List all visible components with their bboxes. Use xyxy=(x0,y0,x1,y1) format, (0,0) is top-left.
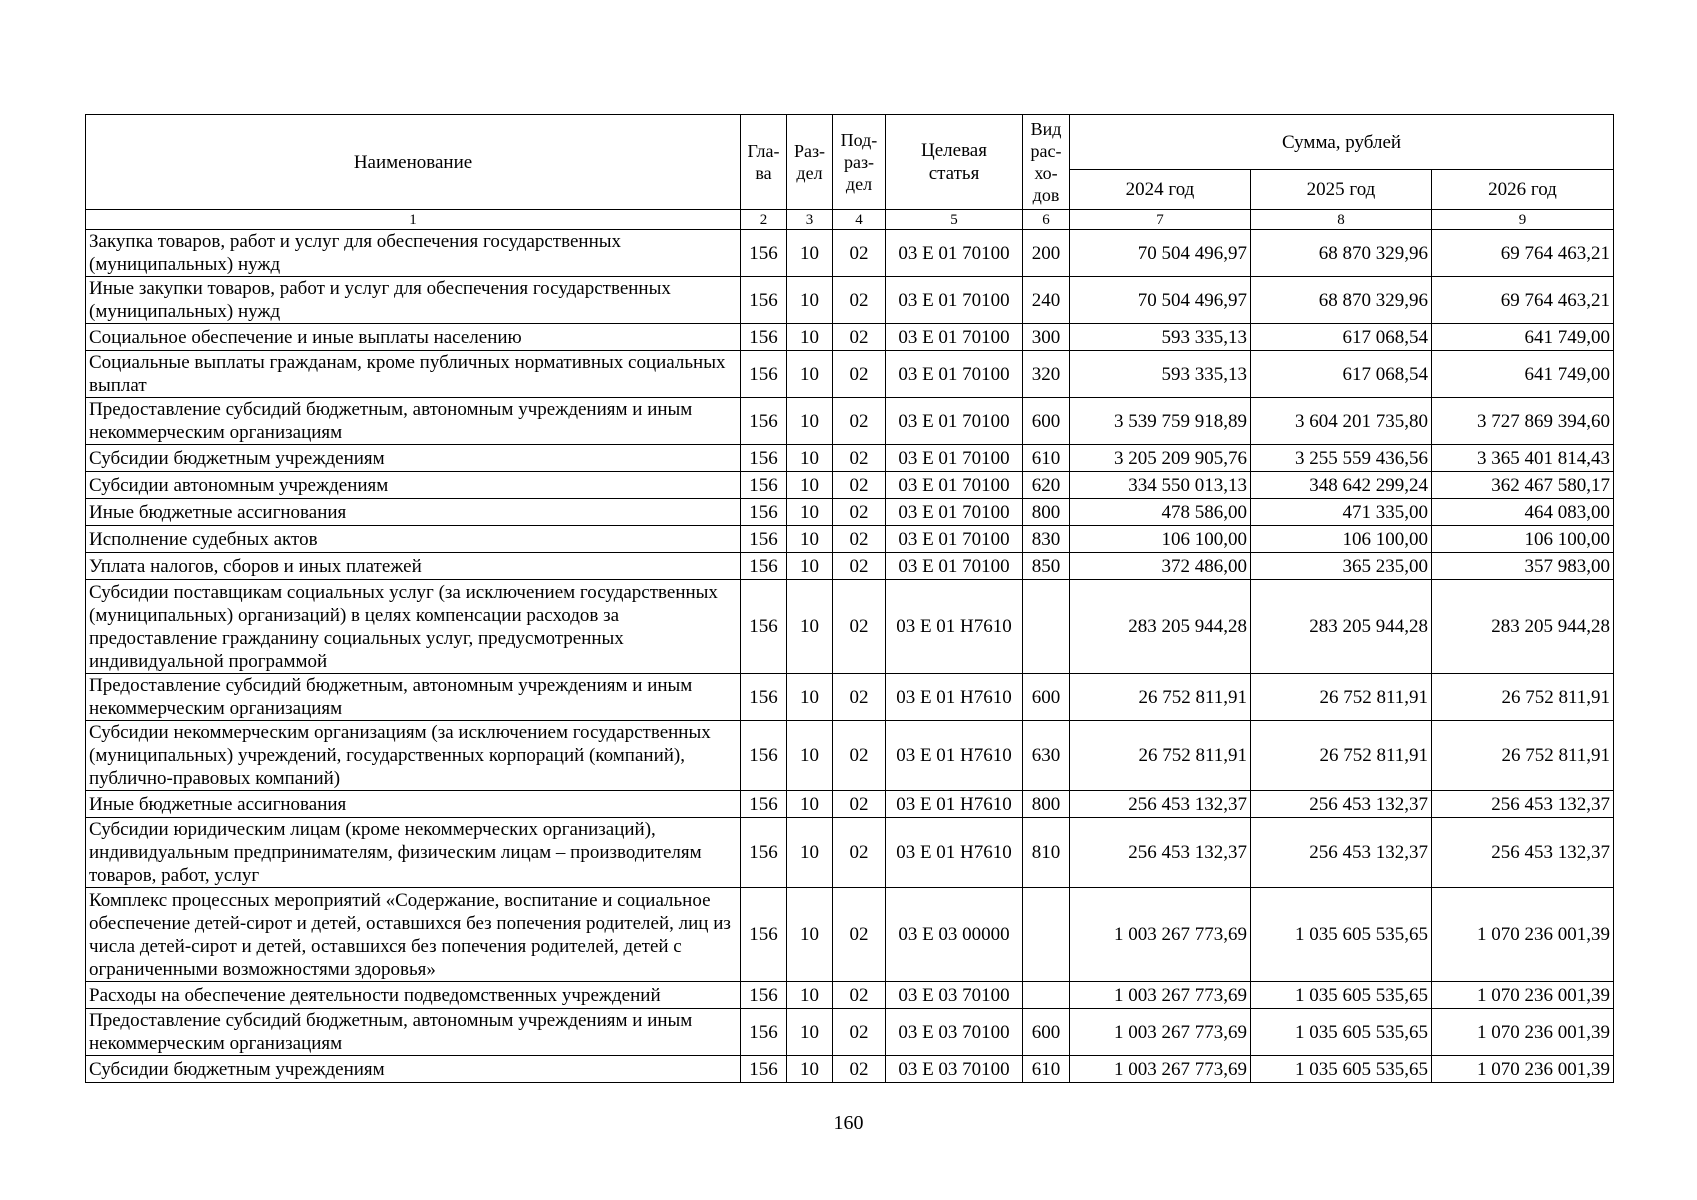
row-name: Предоставление субсидий бюджетным, автономным учреждениям и иным некоммерческим организациям xyxy=(86,674,741,721)
header-vid-rashodov: Вид рас- хо- дов xyxy=(1023,115,1070,210)
row-vid-rashodov: 800 xyxy=(1023,499,1070,526)
row-sum-2026: 256 453 132,37 xyxy=(1432,791,1614,818)
row-sum-2024: 26 752 811,91 xyxy=(1070,721,1251,791)
row-sum-2026: 1 070 236 001,39 xyxy=(1432,1056,1614,1083)
header-celevaya-statya: Целевая статья xyxy=(886,115,1023,210)
row-sum-2024: 1 003 267 773,69 xyxy=(1070,1009,1251,1056)
row-name: Иные бюджетные ассигнования xyxy=(86,791,741,818)
row-celevaya-statya: 03 Е 03 70100 xyxy=(886,1056,1023,1083)
row-glava: 156 xyxy=(741,791,787,818)
row-sum-2026: 26 752 811,91 xyxy=(1432,674,1614,721)
column-number: 7 xyxy=(1070,210,1251,230)
row-sum-2025: 348 642 299,24 xyxy=(1251,472,1432,499)
row-name: Предоставление субсидий бюджетным, автономным учреждениям и иным некоммерческим организациям xyxy=(86,398,741,445)
row-podrazdel: 02 xyxy=(833,324,886,351)
row-sum-2025: 26 752 811,91 xyxy=(1251,721,1432,791)
table-row xyxy=(86,472,1614,499)
row-glava: 156 xyxy=(741,398,787,445)
row-glava: 156 xyxy=(741,499,787,526)
row-razdel: 10 xyxy=(787,472,833,499)
row-razdel: 10 xyxy=(787,721,833,791)
column-number: 6 xyxy=(1023,210,1070,230)
row-sum-2026: 357 983,00 xyxy=(1432,553,1614,580)
row-name: Предоставление субсидий бюджетным, автономным учреждениям и иным некоммерческим организациям xyxy=(86,1009,741,1056)
row-glava: 156 xyxy=(741,982,787,1009)
row-sum-2026: 362 467 580,17 xyxy=(1432,472,1614,499)
table-row xyxy=(86,230,1614,277)
row-sum-2024: 372 486,00 xyxy=(1070,553,1251,580)
table-header xyxy=(86,115,1614,230)
row-celevaya-statya: 03 Е 03 00000 xyxy=(886,888,1023,982)
row-podrazdel: 02 xyxy=(833,526,886,553)
row-name: Закупка товаров, работ и услуг для обеспечения государственных (муниципальных) нужд xyxy=(86,230,741,277)
row-razdel: 10 xyxy=(787,818,833,888)
row-name: Уплата налогов, сборов и иных платежей xyxy=(86,553,741,580)
table-row xyxy=(86,499,1614,526)
table-row xyxy=(86,721,1614,791)
row-podrazdel: 02 xyxy=(833,499,886,526)
row-sum-2025: 471 335,00 xyxy=(1251,499,1432,526)
table-row xyxy=(86,526,1614,553)
row-vid-rashodov: 810 xyxy=(1023,818,1070,888)
row-celevaya-statya: 03 Е 03 70100 xyxy=(886,982,1023,1009)
row-sum-2025: 3 255 559 436,56 xyxy=(1251,445,1432,472)
column-number: 3 xyxy=(787,210,833,230)
header-razdel: Раз- дел xyxy=(787,115,833,210)
row-celevaya-statya: 03 Е 03 70100 xyxy=(886,1009,1023,1056)
row-name: Исполнение судебных актов xyxy=(86,526,741,553)
table-row xyxy=(86,1056,1614,1083)
header-summa: Сумма, рублей xyxy=(1070,115,1614,170)
row-sum-2025: 3 604 201 735,80 xyxy=(1251,398,1432,445)
row-sum-2024: 70 504 496,97 xyxy=(1070,277,1251,324)
column-number: 2 xyxy=(741,210,787,230)
row-sum-2024: 1 003 267 773,69 xyxy=(1070,1056,1251,1083)
row-sum-2026: 1 070 236 001,39 xyxy=(1432,982,1614,1009)
row-podrazdel: 02 xyxy=(833,553,886,580)
table-body xyxy=(86,230,1614,1083)
row-sum-2026: 1 070 236 001,39 xyxy=(1432,888,1614,982)
row-vid-rashodov: 610 xyxy=(1023,1056,1070,1083)
row-podrazdel: 02 xyxy=(833,445,886,472)
row-sum-2026: 641 749,00 xyxy=(1432,324,1614,351)
row-podrazdel: 02 xyxy=(833,791,886,818)
row-sum-2026: 3 727 869 394,60 xyxy=(1432,398,1614,445)
row-podrazdel: 02 xyxy=(833,888,886,982)
row-name: Субсидии бюджетным учреждениям xyxy=(86,445,741,472)
row-razdel: 10 xyxy=(787,277,833,324)
row-glava: 156 xyxy=(741,351,787,398)
row-vid-rashodov: 600 xyxy=(1023,1009,1070,1056)
row-sum-2026: 26 752 811,91 xyxy=(1432,721,1614,791)
row-glava: 156 xyxy=(741,674,787,721)
row-celevaya-statya: 03 Е 01 Н7610 xyxy=(886,580,1023,674)
row-sum-2024: 3 539 759 918,89 xyxy=(1070,398,1251,445)
row-vid-rashodov xyxy=(1023,580,1070,674)
row-sum-2024: 593 335,13 xyxy=(1070,351,1251,398)
row-sum-2026: 1 070 236 001,39 xyxy=(1432,1009,1614,1056)
table-row xyxy=(86,791,1614,818)
row-sum-2026: 464 083,00 xyxy=(1432,499,1614,526)
header-year-2024: 2024 год xyxy=(1070,170,1251,210)
row-razdel: 10 xyxy=(787,791,833,818)
row-sum-2025: 256 453 132,37 xyxy=(1251,791,1432,818)
row-podrazdel: 02 xyxy=(833,277,886,324)
row-celevaya-statya: 03 Е 01 70100 xyxy=(886,277,1023,324)
row-vid-rashodov xyxy=(1023,888,1070,982)
row-podrazdel: 02 xyxy=(833,1009,886,1056)
row-glava: 156 xyxy=(741,324,787,351)
row-sum-2024: 1 003 267 773,69 xyxy=(1070,982,1251,1009)
row-vid-rashodov: 610 xyxy=(1023,445,1070,472)
row-razdel: 10 xyxy=(787,398,833,445)
row-celevaya-statya: 03 Е 01 Н7610 xyxy=(886,818,1023,888)
row-razdel: 10 xyxy=(787,888,833,982)
row-sum-2026: 106 100,00 xyxy=(1432,526,1614,553)
row-celevaya-statya: 03 Е 01 70100 xyxy=(886,499,1023,526)
table-row xyxy=(86,553,1614,580)
row-sum-2026: 3 365 401 814,43 xyxy=(1432,445,1614,472)
row-celevaya-statya: 03 Е 01 70100 xyxy=(886,398,1023,445)
row-name: Субсидии бюджетным учреждениям xyxy=(86,1056,741,1083)
row-glava: 156 xyxy=(741,580,787,674)
header-podrazdel: Под- раз- дел xyxy=(833,115,886,210)
row-name: Иные бюджетные ассигнования xyxy=(86,499,741,526)
row-podrazdel: 02 xyxy=(833,230,886,277)
row-glava: 156 xyxy=(741,472,787,499)
row-glava: 156 xyxy=(741,888,787,982)
row-name: Комплекс процессных мероприятий «Содержание, воспитание и социальное обеспечение детей-сирот и детей, оставшихся без попечения родителей, лиц из числа детей-сирот и детей, оставшихся без попечения родителей, детей с ограниченными возможностями здоровья» xyxy=(86,888,741,982)
row-glava: 156 xyxy=(741,445,787,472)
row-glava: 156 xyxy=(741,230,787,277)
table-row xyxy=(86,888,1614,982)
row-podrazdel: 02 xyxy=(833,580,886,674)
row-sum-2024: 478 586,00 xyxy=(1070,499,1251,526)
row-sum-2024: 26 752 811,91 xyxy=(1070,674,1251,721)
row-vid-rashodov: 240 xyxy=(1023,277,1070,324)
row-sum-2025: 256 453 132,37 xyxy=(1251,818,1432,888)
row-celevaya-statya: 03 Е 01 70100 xyxy=(886,472,1023,499)
row-sum-2026: 283 205 944,28 xyxy=(1432,580,1614,674)
table-row xyxy=(86,818,1614,888)
row-vid-rashodov: 200 xyxy=(1023,230,1070,277)
row-sum-2025: 1 035 605 535,65 xyxy=(1251,1056,1432,1083)
row-celevaya-statya: 03 Е 01 Н7610 xyxy=(886,791,1023,818)
row-glava: 156 xyxy=(741,277,787,324)
header-glava: Гла- ва xyxy=(741,115,787,210)
row-sum-2025: 106 100,00 xyxy=(1251,526,1432,553)
row-vid-rashodov: 800 xyxy=(1023,791,1070,818)
table-row xyxy=(86,674,1614,721)
row-celevaya-statya: 03 Е 01 Н7610 xyxy=(886,674,1023,721)
row-name: Субсидии некоммерческим организациям (за исключением государственных (муниципальных) учреждений, государственных корпораций (компаний), публично-правовых компаний) xyxy=(86,721,741,791)
row-name: Социальные выплаты гражданам, кроме публичных нормативных социальных выплат xyxy=(86,351,741,398)
row-sum-2025: 1 035 605 535,65 xyxy=(1251,888,1432,982)
row-sum-2024: 256 453 132,37 xyxy=(1070,791,1251,818)
table-row xyxy=(86,1009,1614,1056)
row-name: Субсидии юридическим лицам (кроме некоммерческих организаций), индивидуальным предпринимателям, физическим лицам – производителям товаров, работ, услуг xyxy=(86,818,741,888)
row-name: Иные закупки товаров, работ и услуг для обеспечения государственных (муниципальных) нужд xyxy=(86,277,741,324)
column-number: 1 xyxy=(86,210,741,230)
row-vid-rashodov xyxy=(1023,982,1070,1009)
row-sum-2024: 283 205 944,28 xyxy=(1070,580,1251,674)
row-razdel: 10 xyxy=(787,553,833,580)
row-name: Социальное обеспечение и иные выплаты населению xyxy=(86,324,741,351)
row-podrazdel: 02 xyxy=(833,398,886,445)
row-sum-2026: 641 749,00 xyxy=(1432,351,1614,398)
budget-table xyxy=(85,114,1614,1083)
row-sum-2024: 256 453 132,37 xyxy=(1070,818,1251,888)
row-razdel: 10 xyxy=(787,1009,833,1056)
row-sum-2026: 69 764 463,21 xyxy=(1432,277,1614,324)
table-row xyxy=(86,580,1614,674)
row-celevaya-statya: 03 Е 01 70100 xyxy=(886,230,1023,277)
row-glava: 156 xyxy=(741,1056,787,1083)
row-razdel: 10 xyxy=(787,351,833,398)
row-name: Расходы на обеспечение деятельности подведомственных учреждений xyxy=(86,982,741,1009)
row-vid-rashodov: 320 xyxy=(1023,351,1070,398)
row-sum-2025: 68 870 329,96 xyxy=(1251,277,1432,324)
page-number: 160 xyxy=(833,1112,864,1134)
row-celevaya-statya: 03 Е 01 70100 xyxy=(886,351,1023,398)
row-podrazdel: 02 xyxy=(833,351,886,398)
row-sum-2025: 1 035 605 535,65 xyxy=(1251,982,1432,1009)
row-glava: 156 xyxy=(741,553,787,580)
row-name: Субсидии поставщикам социальных услуг (за исключением государственных (муниципальных) организаций) в целях компенсации расходов за предоставление гражданину социальных услуг, предусмотренных индивидуальной программой xyxy=(86,580,741,674)
row-celevaya-statya: 03 Е 01 70100 xyxy=(886,445,1023,472)
header-year-2026: 2026 год xyxy=(1432,170,1614,210)
row-sum-2026: 69 764 463,21 xyxy=(1432,230,1614,277)
header-name: Наименование xyxy=(86,115,741,210)
row-sum-2025: 68 870 329,96 xyxy=(1251,230,1432,277)
row-sum-2025: 617 068,54 xyxy=(1251,351,1432,398)
row-vid-rashodov: 630 xyxy=(1023,721,1070,791)
row-sum-2024: 70 504 496,97 xyxy=(1070,230,1251,277)
row-celevaya-statya: 03 Е 01 70100 xyxy=(886,553,1023,580)
row-celevaya-statya: 03 Е 01 70100 xyxy=(886,324,1023,351)
column-number-row xyxy=(86,210,1614,230)
row-podrazdel: 02 xyxy=(833,721,886,791)
row-podrazdel: 02 xyxy=(833,818,886,888)
row-sum-2025: 283 205 944,28 xyxy=(1251,580,1432,674)
table-row xyxy=(86,324,1614,351)
row-celevaya-statya: 03 Е 01 Н7610 xyxy=(886,721,1023,791)
row-celevaya-statya: 03 Е 01 70100 xyxy=(886,526,1023,553)
column-number: 4 xyxy=(833,210,886,230)
table-row xyxy=(86,982,1614,1009)
row-vid-rashodov: 300 xyxy=(1023,324,1070,351)
row-razdel: 10 xyxy=(787,499,833,526)
table-row xyxy=(86,445,1614,472)
row-vid-rashodov: 620 xyxy=(1023,472,1070,499)
row-vid-rashodov: 830 xyxy=(1023,526,1070,553)
row-sum-2025: 26 752 811,91 xyxy=(1251,674,1432,721)
row-vid-rashodov: 850 xyxy=(1023,553,1070,580)
row-sum-2026: 256 453 132,37 xyxy=(1432,818,1614,888)
row-name: Субсидии автономным учреждениям xyxy=(86,472,741,499)
row-sum-2024: 106 100,00 xyxy=(1070,526,1251,553)
row-razdel: 10 xyxy=(787,324,833,351)
row-podrazdel: 02 xyxy=(833,674,886,721)
row-sum-2024: 593 335,13 xyxy=(1070,324,1251,351)
row-podrazdel: 02 xyxy=(833,472,886,499)
row-razdel: 10 xyxy=(787,526,833,553)
row-razdel: 10 xyxy=(787,1056,833,1083)
row-sum-2024: 1 003 267 773,69 xyxy=(1070,888,1251,982)
header-year-2025: 2025 год xyxy=(1251,170,1432,210)
table-row xyxy=(86,351,1614,398)
row-sum-2024: 334 550 013,13 xyxy=(1070,472,1251,499)
column-number: 9 xyxy=(1432,210,1614,230)
row-razdel: 10 xyxy=(787,445,833,472)
row-glava: 156 xyxy=(741,1009,787,1056)
row-razdel: 10 xyxy=(787,580,833,674)
row-razdel: 10 xyxy=(787,674,833,721)
row-sum-2025: 1 035 605 535,65 xyxy=(1251,1009,1432,1056)
row-podrazdel: 02 xyxy=(833,1056,886,1083)
table-row xyxy=(86,398,1614,445)
row-razdel: 10 xyxy=(787,230,833,277)
row-sum-2025: 617 068,54 xyxy=(1251,324,1432,351)
row-vid-rashodov: 600 xyxy=(1023,398,1070,445)
row-glava: 156 xyxy=(741,526,787,553)
row-sum-2025: 365 235,00 xyxy=(1251,553,1432,580)
row-vid-rashodov: 600 xyxy=(1023,674,1070,721)
row-razdel: 10 xyxy=(787,982,833,1009)
column-number: 5 xyxy=(886,210,1023,230)
table-row xyxy=(86,277,1614,324)
row-sum-2024: 3 205 209 905,76 xyxy=(1070,445,1251,472)
row-glava: 156 xyxy=(741,721,787,791)
row-podrazdel: 02 xyxy=(833,982,886,1009)
row-glava: 156 xyxy=(741,818,787,888)
column-number: 8 xyxy=(1251,210,1432,230)
